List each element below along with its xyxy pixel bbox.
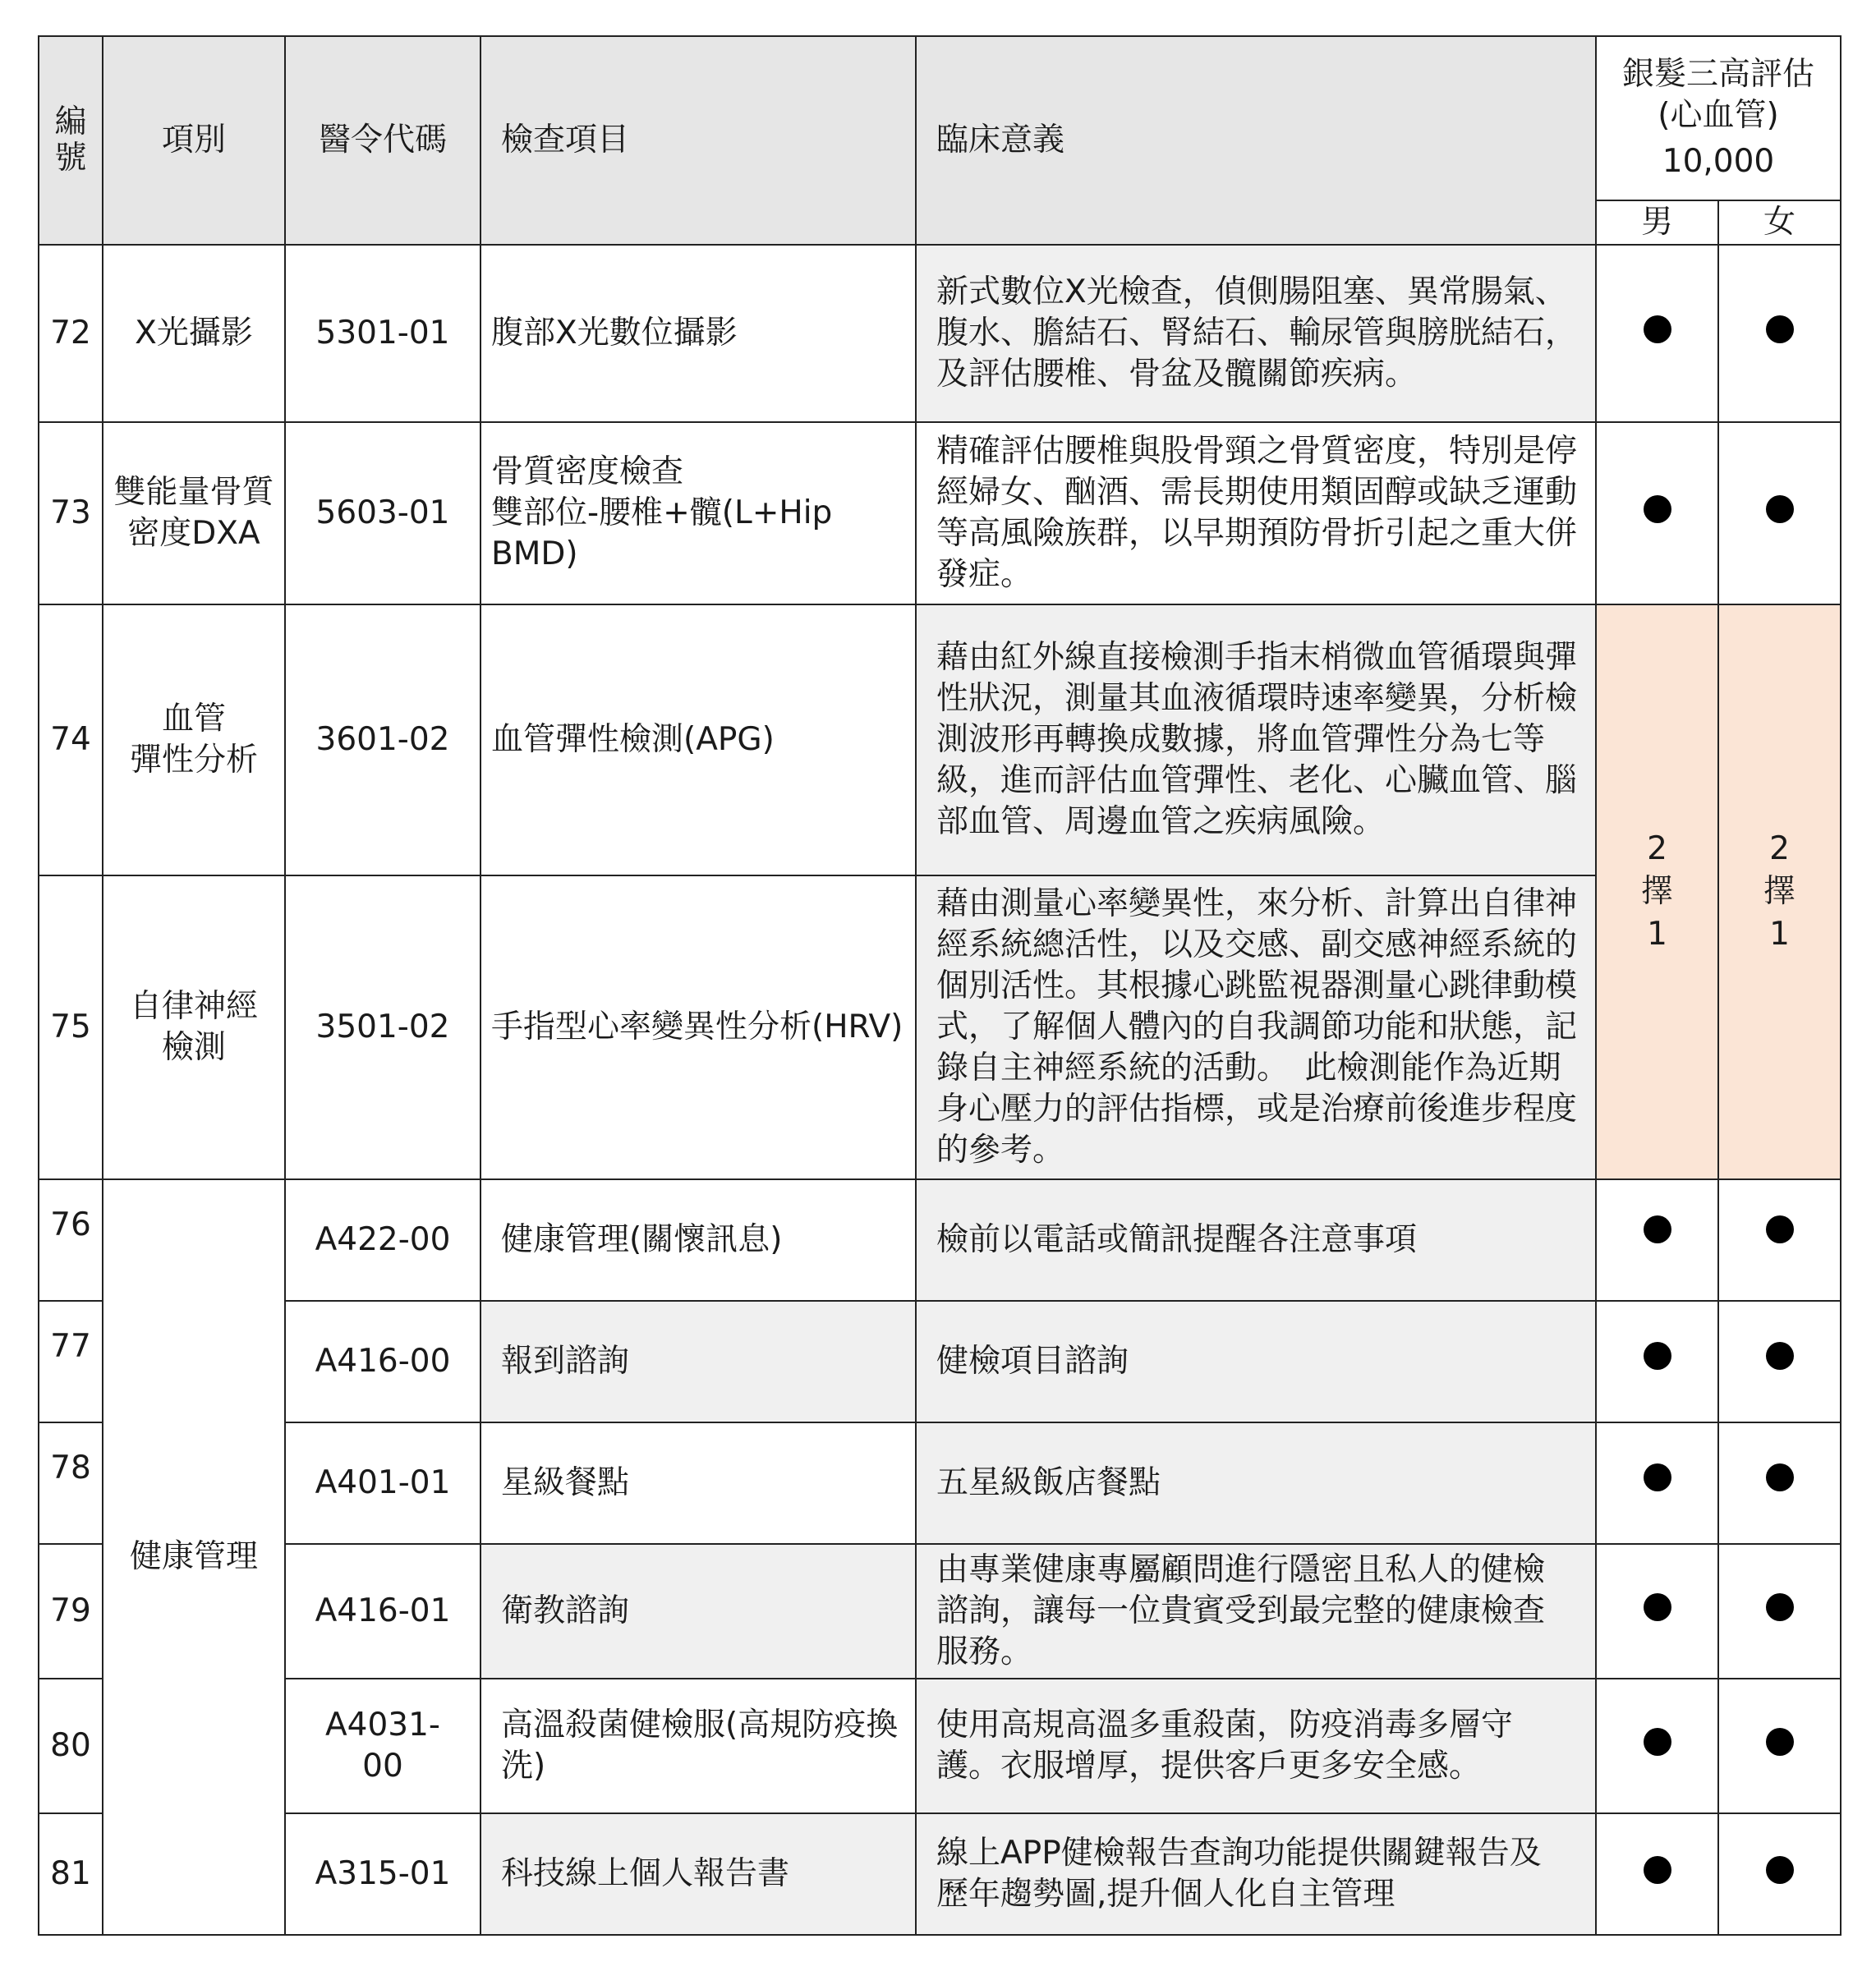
table-row — [39, 1679, 1841, 1813]
table-row — [39, 1813, 1841, 1935]
filled-circle-icon — [1644, 1593, 1671, 1621]
row-item: 健康管理(關懷訊息) — [480, 1179, 916, 1301]
female-included-mark — [1718, 1422, 1841, 1544]
female-included-mark — [1718, 1179, 1841, 1301]
filled-circle-icon — [1766, 495, 1794, 523]
row-meaning: 藉由測量心率變異性，來分析、計算出自律神經系統總活性，以及交感、副交感神經系統的個別活性。其根據心跳監視器測量心跳律動模式，了解個人體內的自我調節功能和狀態，記錄自主神經系統的活動。 此檢測能作為近期身心壓力的評估指標，或是治療前後進步程度的參考。 — [916, 875, 1596, 1179]
male-included-mark — [1596, 1422, 1718, 1544]
filled-circle-icon — [1644, 495, 1671, 523]
health-check-table — [38, 35, 1842, 1936]
row-item: 星級餐點 — [480, 1422, 916, 1544]
row-num: 79 — [39, 1544, 103, 1679]
filled-circle-icon — [1644, 1342, 1671, 1370]
male-included-mark — [1596, 1544, 1718, 1679]
filled-circle-icon — [1644, 1463, 1671, 1491]
male-included-mark — [1596, 1679, 1718, 1813]
row-category: 健康管理 — [103, 1179, 285, 1935]
row-meaning: 新式數位X光檢查，偵側腸阻塞、異常腸氣、腹水、膽結石、腎結石、輸尿管與膀胱結石，及評估腰椎、骨盆及髖關節疾病。 — [916, 245, 1596, 422]
row-num: 72 — [39, 245, 103, 422]
package-price: 10,000 — [1662, 143, 1775, 180]
filled-circle-icon — [1766, 1463, 1794, 1491]
row-code: A4031- 00 — [285, 1679, 480, 1813]
filled-circle-icon — [1766, 1342, 1794, 1370]
filled-circle-icon — [1766, 1856, 1794, 1884]
row-meaning: 使用高規高溫多重殺菌，防疫消毒多層守護。衣服增厚，提供客戶更多安全感。 — [916, 1679, 1596, 1813]
filled-circle-icon — [1766, 1728, 1794, 1756]
row-item: 高溫殺菌健檢服(高規防疫換洗) — [480, 1679, 916, 1813]
header-male: 男 — [1596, 200, 1718, 245]
row-code: A422-00 — [285, 1179, 480, 1301]
male-included-mark — [1596, 245, 1718, 422]
female-included-mark — [1718, 1813, 1841, 1935]
row-num: 76 — [39, 1179, 103, 1301]
header-category: 項別 — [103, 36, 285, 245]
row-category: 血管 彈性分析 — [103, 604, 285, 875]
female-included-mark — [1718, 1544, 1841, 1679]
filled-circle-icon — [1766, 315, 1794, 343]
header-item: 檢查項目 — [480, 36, 916, 245]
row-meaning: 藉由紅外線直接檢測手指末梢微血管循環與彈性狀況，測量其血液循環時速率變異，分析檢測波形再轉換成數據，將血管彈性分為七等級，進而評估血管彈性、老化、心臟血管、腦部血管、周邊血管之疾病風險。 — [916, 604, 1596, 875]
female-included-mark — [1718, 1679, 1841, 1813]
table-row — [39, 1544, 1841, 1679]
row-code: A416-00 — [285, 1301, 480, 1422]
row-meaning: 線上APP健檢報告查詢功能提供關鍵報告及歷年趨勢圖,提升個人化自主管理 — [916, 1813, 1596, 1935]
male-choice: 2 擇 1 — [1596, 604, 1718, 1179]
row-category: X光攝影 — [103, 245, 285, 422]
row-num: 74 — [39, 604, 103, 875]
row-code: 5603-01 — [285, 422, 480, 604]
male-included-mark — [1596, 1179, 1718, 1301]
row-code: A401-01 — [285, 1422, 480, 1544]
female-included-mark — [1718, 1301, 1841, 1422]
filled-circle-icon — [1644, 1856, 1671, 1884]
table-row — [39, 1301, 1841, 1422]
table-row — [39, 422, 1841, 604]
table-row — [39, 1422, 1841, 1544]
header-num: 編 號 — [39, 36, 103, 245]
header-female: 女 — [1718, 200, 1841, 245]
female-included-mark — [1718, 422, 1841, 604]
female-included-mark — [1718, 245, 1841, 422]
filled-circle-icon — [1644, 1728, 1671, 1756]
male-included-mark — [1596, 1301, 1718, 1422]
row-category: 自律神經 檢測 — [103, 875, 285, 1179]
row-item: 報到諮詢 — [480, 1301, 916, 1422]
female-choice: 2 擇 1 — [1718, 604, 1841, 1179]
table-row — [39, 604, 1841, 875]
row-code: A315-01 — [285, 1813, 480, 1935]
row-num: 80 — [39, 1679, 103, 1813]
table-row — [39, 1179, 1841, 1301]
row-item: 科技線上個人報告書 — [480, 1813, 916, 1935]
row-category: 雙能量骨質 密度DXA — [103, 422, 285, 604]
row-num: 78 — [39, 1422, 103, 1544]
row-meaning: 健檢項目諮詢 — [916, 1301, 1596, 1422]
row-num: 75 — [39, 875, 103, 1179]
filled-circle-icon — [1766, 1215, 1794, 1243]
filled-circle-icon — [1644, 315, 1671, 343]
package-name: 銀髮三高評估 (心血管) — [1622, 56, 1815, 134]
filled-circle-icon — [1766, 1593, 1794, 1621]
row-item: 骨質密度檢查 雙部位-腰椎+髖(L+Hip BMD) — [480, 422, 916, 604]
row-num: 81 — [39, 1813, 103, 1935]
male-included-mark — [1596, 422, 1718, 604]
header-package — [1596, 36, 1841, 200]
table-row — [39, 245, 1841, 422]
row-item: 衛教諮詢 — [480, 1544, 916, 1679]
header-code: 醫令代碼 — [285, 36, 480, 245]
male-included-mark — [1596, 1813, 1718, 1935]
row-item: 手指型心率變異性分析(HRV) — [480, 875, 916, 1179]
row-item: 腹部X光數位攝影 — [480, 245, 916, 422]
row-code: 3601-02 — [285, 604, 480, 875]
row-meaning: 由專業健康專屬顧問進行隱密且私人的健檢諮詢，讓每一位貴賓受到最完整的健康檢查服務。 — [916, 1544, 1596, 1679]
row-code: A416-01 — [285, 1544, 480, 1679]
row-meaning: 檢前以電話或簡訊提醒各注意事項 — [916, 1179, 1596, 1301]
row-code: 5301-01 — [285, 245, 480, 422]
row-meaning: 精確評估腰椎與股骨頸之骨質密度，特別是停經婦女、酗酒、需長期使用類固醇或缺乏運動等高風險族群，以早期預防骨折引起之重大併發症。 — [916, 422, 1596, 604]
row-item: 血管彈性檢測(APG) — [480, 604, 916, 875]
header-meaning: 臨床意義 — [916, 36, 1596, 245]
row-num: 77 — [39, 1301, 103, 1422]
table-row — [39, 875, 1841, 1179]
filled-circle-icon — [1644, 1215, 1671, 1243]
row-meaning: 五星級飯店餐點 — [916, 1422, 1596, 1544]
row-code: 3501-02 — [285, 875, 480, 1179]
row-num: 73 — [39, 422, 103, 604]
